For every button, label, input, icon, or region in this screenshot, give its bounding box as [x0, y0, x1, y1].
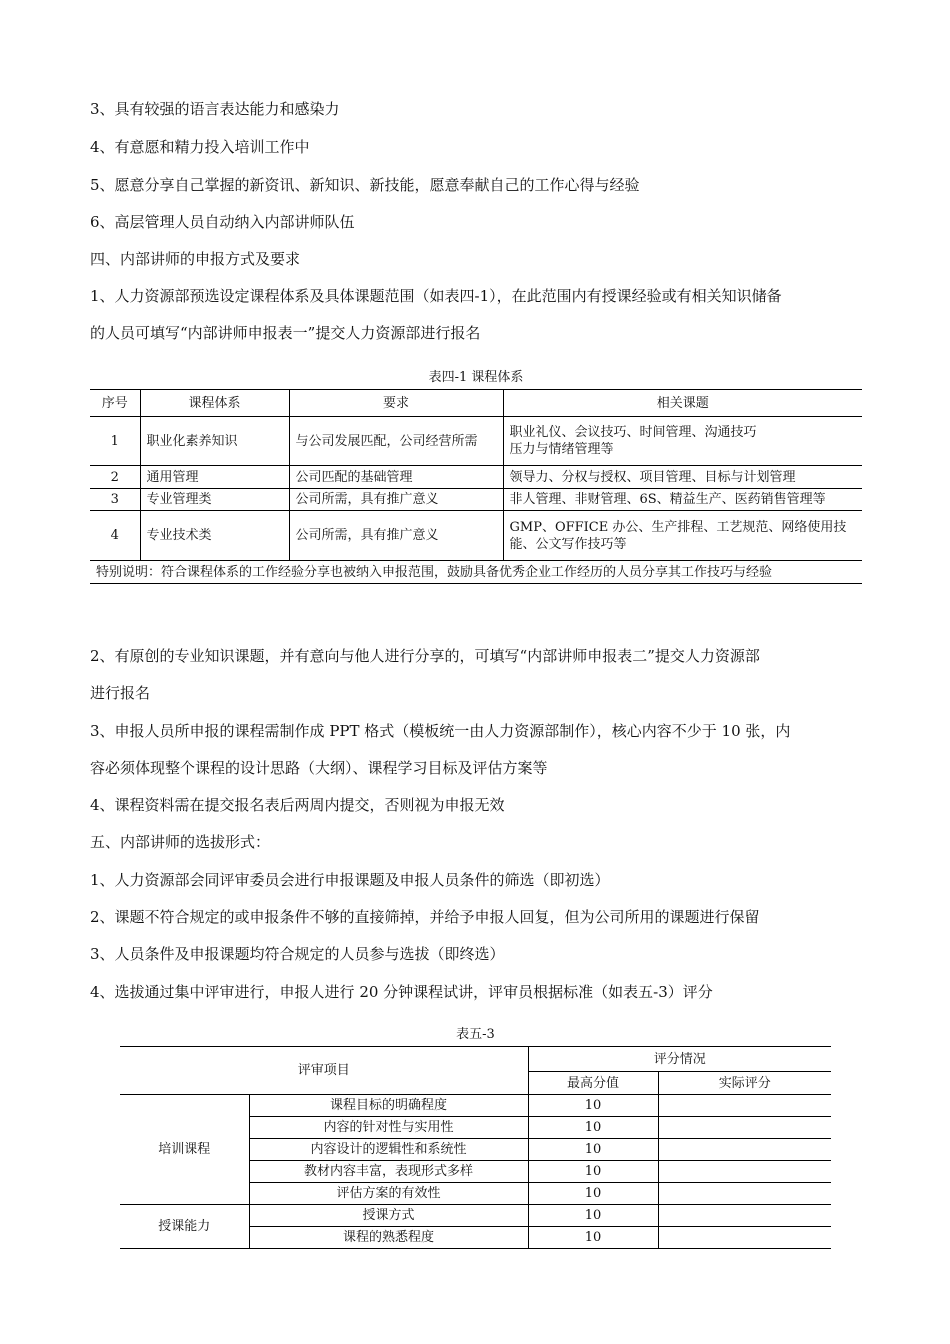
topic-line: 非人管理、非财管理、6S、精益生产、医药销售管理等	[509, 492, 826, 507]
paragraph: 3、具有较强的语言表达能力和感染力	[90, 100, 340, 118]
paragraph: 2、课题不符合规定的或申报条件不够的直接筛掉，并给予申报人回复，但为公司所用的课题进行保留	[90, 908, 760, 926]
item-max: 10	[528, 1161, 658, 1183]
cell-no: 3	[90, 489, 140, 511]
column-header: 课程体系	[140, 390, 289, 417]
course-system-table	[90, 389, 862, 584]
topic-line: 职业礼仪、会议技巧、时间管理、沟通技巧	[509, 425, 757, 440]
cell-system: 通用管理	[140, 466, 289, 489]
item-max: 10	[528, 1227, 658, 1249]
section-heading: 五、内部讲师的选拔形式：	[90, 833, 271, 851]
group-name: 培训课程	[120, 1095, 249, 1205]
paragraph: 4、选拔通过集中评审进行，申报人进行 20 分钟课程试讲，评审员根据标准（如表五-3）评分	[90, 983, 713, 1001]
topic-line: 压力与情绪管理等	[509, 442, 614, 457]
special-note: 特别说明：符合课程体系的工作经验分享也被纳入申报范围，鼓励具备优秀企业工作经历的人员分享其工作技巧与经验	[90, 561, 862, 584]
paragraph: 进行报名	[90, 684, 151, 702]
actual-score-cell	[658, 1095, 831, 1117]
table-row	[90, 511, 862, 561]
item-label: 课程的熟悉程度	[249, 1227, 528, 1249]
topic-line: GMP、OFFICE 办公、生产排程、工艺规范、网络使用技	[509, 519, 847, 535]
table-row	[120, 1205, 831, 1227]
actual-score-cell	[658, 1117, 831, 1139]
table-header-row	[120, 1047, 831, 1072]
item-max: 10	[528, 1095, 658, 1117]
item-max: 10	[528, 1183, 658, 1205]
paragraph: 2、有原创的专业知识课题，并有意向与他人进行分享的，可填写“内部讲师申报表二”提交人力资源部	[90, 647, 760, 665]
table-row	[90, 466, 862, 489]
paragraph: 5、愿意分享自己掌握的新资讯、新知识、新技能，愿意奉献自己的工作心得与经验	[90, 176, 640, 194]
paragraph: 容必须体现整个课程的设计思路（大纲）、课程学习目标及评估方案等	[90, 759, 548, 777]
paragraph: 4、有意愿和精力投入培训工作中	[90, 138, 310, 156]
group-name: 授课能力	[120, 1205, 249, 1249]
column-header: 相关课题	[503, 390, 862, 417]
cell-requirement: 公司匹配的基础管理	[289, 466, 503, 489]
cell-requirement: 公司所需，具有推广意义	[289, 511, 503, 561]
cell-system: 专业技术类	[140, 511, 289, 561]
header-max-score: 最高分值	[528, 1072, 658, 1095]
paragraph: 的人员可填写“内部讲师申报表一”提交人力资源部进行报名	[90, 324, 481, 342]
topic-line: 领导力、分权与授权、项目管理、目标与计划管理	[509, 469, 796, 485]
cell-topics	[503, 417, 862, 466]
column-header: 要求	[289, 390, 503, 417]
section-heading: 四、内部讲师的申报方式及要求	[90, 250, 301, 268]
table-header-row	[90, 390, 862, 417]
table-row	[90, 417, 862, 466]
item-label: 教材内容丰富，表现形式多样	[249, 1161, 528, 1183]
table-note-row	[90, 561, 862, 584]
cell-no: 1	[90, 417, 140, 466]
item-max: 10	[528, 1139, 658, 1161]
table-row	[90, 489, 862, 511]
cell-topics	[503, 489, 862, 511]
cell-requirement: 公司所需，具有推广意义	[289, 489, 503, 511]
header-review-item: 评审项目	[120, 1047, 528, 1095]
cell-no: 2	[90, 466, 140, 489]
item-label: 课程目标的明确程度	[249, 1095, 528, 1117]
item-max: 10	[528, 1205, 658, 1227]
item-label: 授课方式	[249, 1205, 528, 1227]
topic-line: 能、公文写作技巧等	[509, 536, 627, 552]
item-max: 10	[528, 1117, 658, 1139]
paragraph: 6、高层管理人员自动纳入内部讲师队伍	[90, 213, 355, 231]
actual-score-cell	[658, 1183, 831, 1205]
column-header: 序号	[90, 390, 140, 417]
item-label: 评估方案的有效性	[249, 1183, 528, 1205]
item-label: 内容的针对性与实用性	[249, 1117, 528, 1139]
table-row	[120, 1095, 831, 1117]
table-caption: 表四-1 课程体系	[428, 370, 524, 385]
cell-system: 职业化素养知识	[140, 417, 289, 466]
paragraph: 3、人员条件及申报课题均符合规定的人员参与选拔（即终选）	[90, 945, 505, 963]
item-label: 内容设计的逻辑性和系统性	[249, 1139, 528, 1161]
header-actual-score: 实际评分	[658, 1072, 831, 1095]
actual-score-cell	[658, 1227, 831, 1249]
actual-score-cell	[658, 1205, 831, 1227]
cell-topics	[503, 466, 862, 489]
actual-score-cell	[658, 1139, 831, 1161]
cell-no: 4	[90, 511, 140, 561]
cell-requirement: 与公司发展匹配，公司经营所需	[289, 417, 503, 466]
header-score: 评分情况	[528, 1047, 831, 1072]
cell-system: 专业管理类	[140, 489, 289, 511]
paragraph: 3、申报人员所申报的课程需制作成 PPT 格式（模板统一由人力资源部制作），核心内容不少于 10 张，内	[90, 722, 791, 740]
actual-score-cell	[658, 1161, 831, 1183]
cell-topics	[503, 511, 862, 561]
evaluation-table	[120, 1046, 831, 1249]
paragraph: 4、课程资料需在提交报名表后两周内提交，否则视为申报无效	[90, 796, 505, 814]
table-caption: 表五-3	[456, 1027, 495, 1042]
paragraph: 1、人力资源部预选设定课程体系及具体课题范围（如表四-1），在此范围内有授课经验或有相关知识储备	[90, 287, 782, 305]
paragraph: 1、人力资源部会同评审委员会进行申报课题及申报人员条件的筛选（即初选）	[90, 871, 610, 889]
